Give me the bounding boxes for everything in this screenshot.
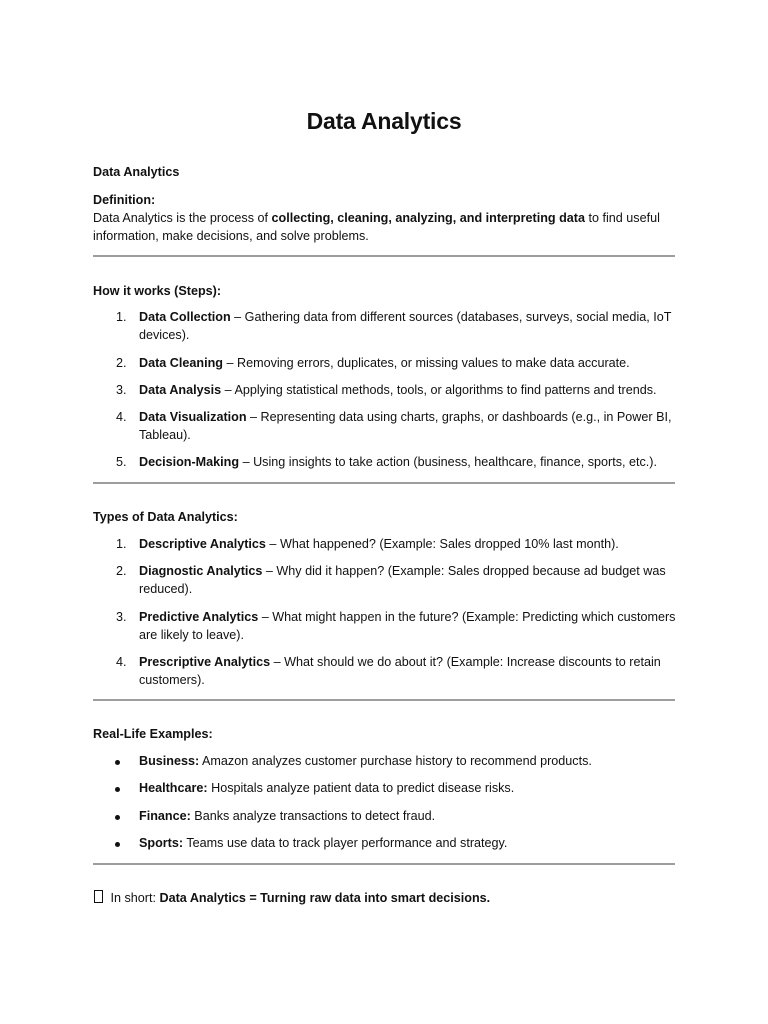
definition-text-after: to find useful information, make decisions, and solve problems.	[93, 211, 660, 243]
list-item-text	[139, 835, 677, 853]
steps-heading: How it works (Steps):	[93, 284, 222, 298]
list-item-desc: – Representing data using charts, graphs, or dashboards (e.g., in Power BI, Tableau).	[139, 410, 672, 442]
list-number: 4.	[116, 410, 127, 424]
section-divider	[93, 482, 675, 484]
list-item-text	[139, 654, 677, 689]
list-item-term: Data Visualization	[139, 410, 247, 424]
section-divider	[93, 863, 675, 865]
list-item-term: Data Analysis	[139, 383, 222, 397]
list-item-text	[139, 753, 677, 771]
list-item-desc: – Gathering data from different sources (databases, surveys, social media, IoT devices).	[139, 310, 672, 342]
definition-text-before: Data Analytics is the process of	[93, 211, 272, 225]
list-item-text	[139, 382, 677, 400]
list-item-text	[139, 409, 677, 444]
list-item-text	[139, 780, 677, 798]
list-item-desc: – Why did it happen? (Example: Sales dropped because ad budget was reduced).	[139, 564, 666, 596]
list-item-text	[139, 454, 677, 472]
summary-bold: Data Analytics = Turning raw data into smart decisions.	[159, 891, 491, 905]
list-item-desc: – Applying statistical methods, tools, or algorithms to find patterns and trends.	[221, 383, 657, 397]
summary-line	[93, 890, 675, 908]
list-item-desc: – What happened? (Example: Sales dropped 10% last month).	[265, 537, 619, 551]
list-item-term: Predictive Analytics	[139, 610, 259, 624]
list-item-term: Decision-Making	[139, 455, 240, 469]
list-number: 2.	[116, 356, 127, 370]
list-item-text	[139, 536, 677, 554]
bullet-icon	[115, 787, 120, 792]
list-item-term: Data Cleaning	[139, 356, 223, 370]
list-number: 1.	[116, 537, 127, 551]
section-divider	[93, 255, 675, 257]
list-number: 5.	[116, 455, 127, 469]
list-item-term: Descriptive Analytics	[139, 537, 266, 551]
list-item-desc: Amazon analyzes customer purchase history to recommend products.	[199, 754, 592, 768]
list-item-term: Diagnostic Analytics	[139, 564, 263, 578]
list-number: 1.	[116, 310, 127, 324]
section-subtitle: Data Analytics	[93, 165, 180, 179]
list-number: 4.	[116, 655, 127, 669]
list-item-text	[139, 808, 677, 826]
list-item-desc: Banks analyze transactions to detect fraud.	[190, 809, 436, 823]
list-item-text	[139, 355, 677, 373]
list-item-desc: – What should we do about it? (Example: Increase discounts to retain customers).	[139, 655, 661, 687]
list-item-text	[139, 309, 677, 344]
list-item-desc: Hospitals analyze patient data to predict disease risks.	[207, 781, 515, 795]
list-item-desc: – What might happen in the future? (Example: Predicting which customers are likely to leave).	[139, 610, 676, 642]
bullet-icon	[115, 842, 120, 847]
list-item-desc: – Using insights to take action (business, healthcare, finance, sports, etc.).	[239, 455, 657, 469]
list-number: 2.	[116, 564, 127, 578]
definition-text-bold: collecting, cleaning, analyzing, and interpreting data	[271, 211, 585, 225]
list-item-term: Sports:	[139, 836, 184, 850]
definition-label: Definition:	[93, 193, 156, 207]
list-item-desc: – Removing errors, duplicates, or missing values to make data accurate.	[222, 356, 630, 370]
list-item-term: Data Collection	[139, 310, 231, 324]
section-divider	[93, 699, 675, 701]
bullet-icon	[115, 815, 120, 820]
list-number: 3.	[116, 383, 127, 397]
bullet-icon	[115, 760, 120, 765]
list-item-term: Prescriptive Analytics	[139, 655, 271, 669]
list-item-term: Healthcare:	[139, 781, 208, 795]
list-number: 3.	[116, 610, 127, 624]
page-title: Data Analytics	[306, 108, 462, 134]
list-item-text	[139, 609, 677, 644]
missing-glyph-box-icon	[94, 890, 103, 903]
types-heading: Types of Data Analytics:	[93, 510, 238, 524]
summary-prefix: In short:	[107, 891, 160, 905]
examples-heading: Real-Life Examples:	[93, 727, 213, 741]
list-item-text	[139, 563, 677, 598]
list-item-term: Finance:	[139, 809, 191, 823]
definition-text	[93, 210, 675, 245]
list-item-desc: Teams use data to track player performance and strategy.	[183, 836, 508, 850]
list-item-term: Business:	[139, 754, 200, 768]
